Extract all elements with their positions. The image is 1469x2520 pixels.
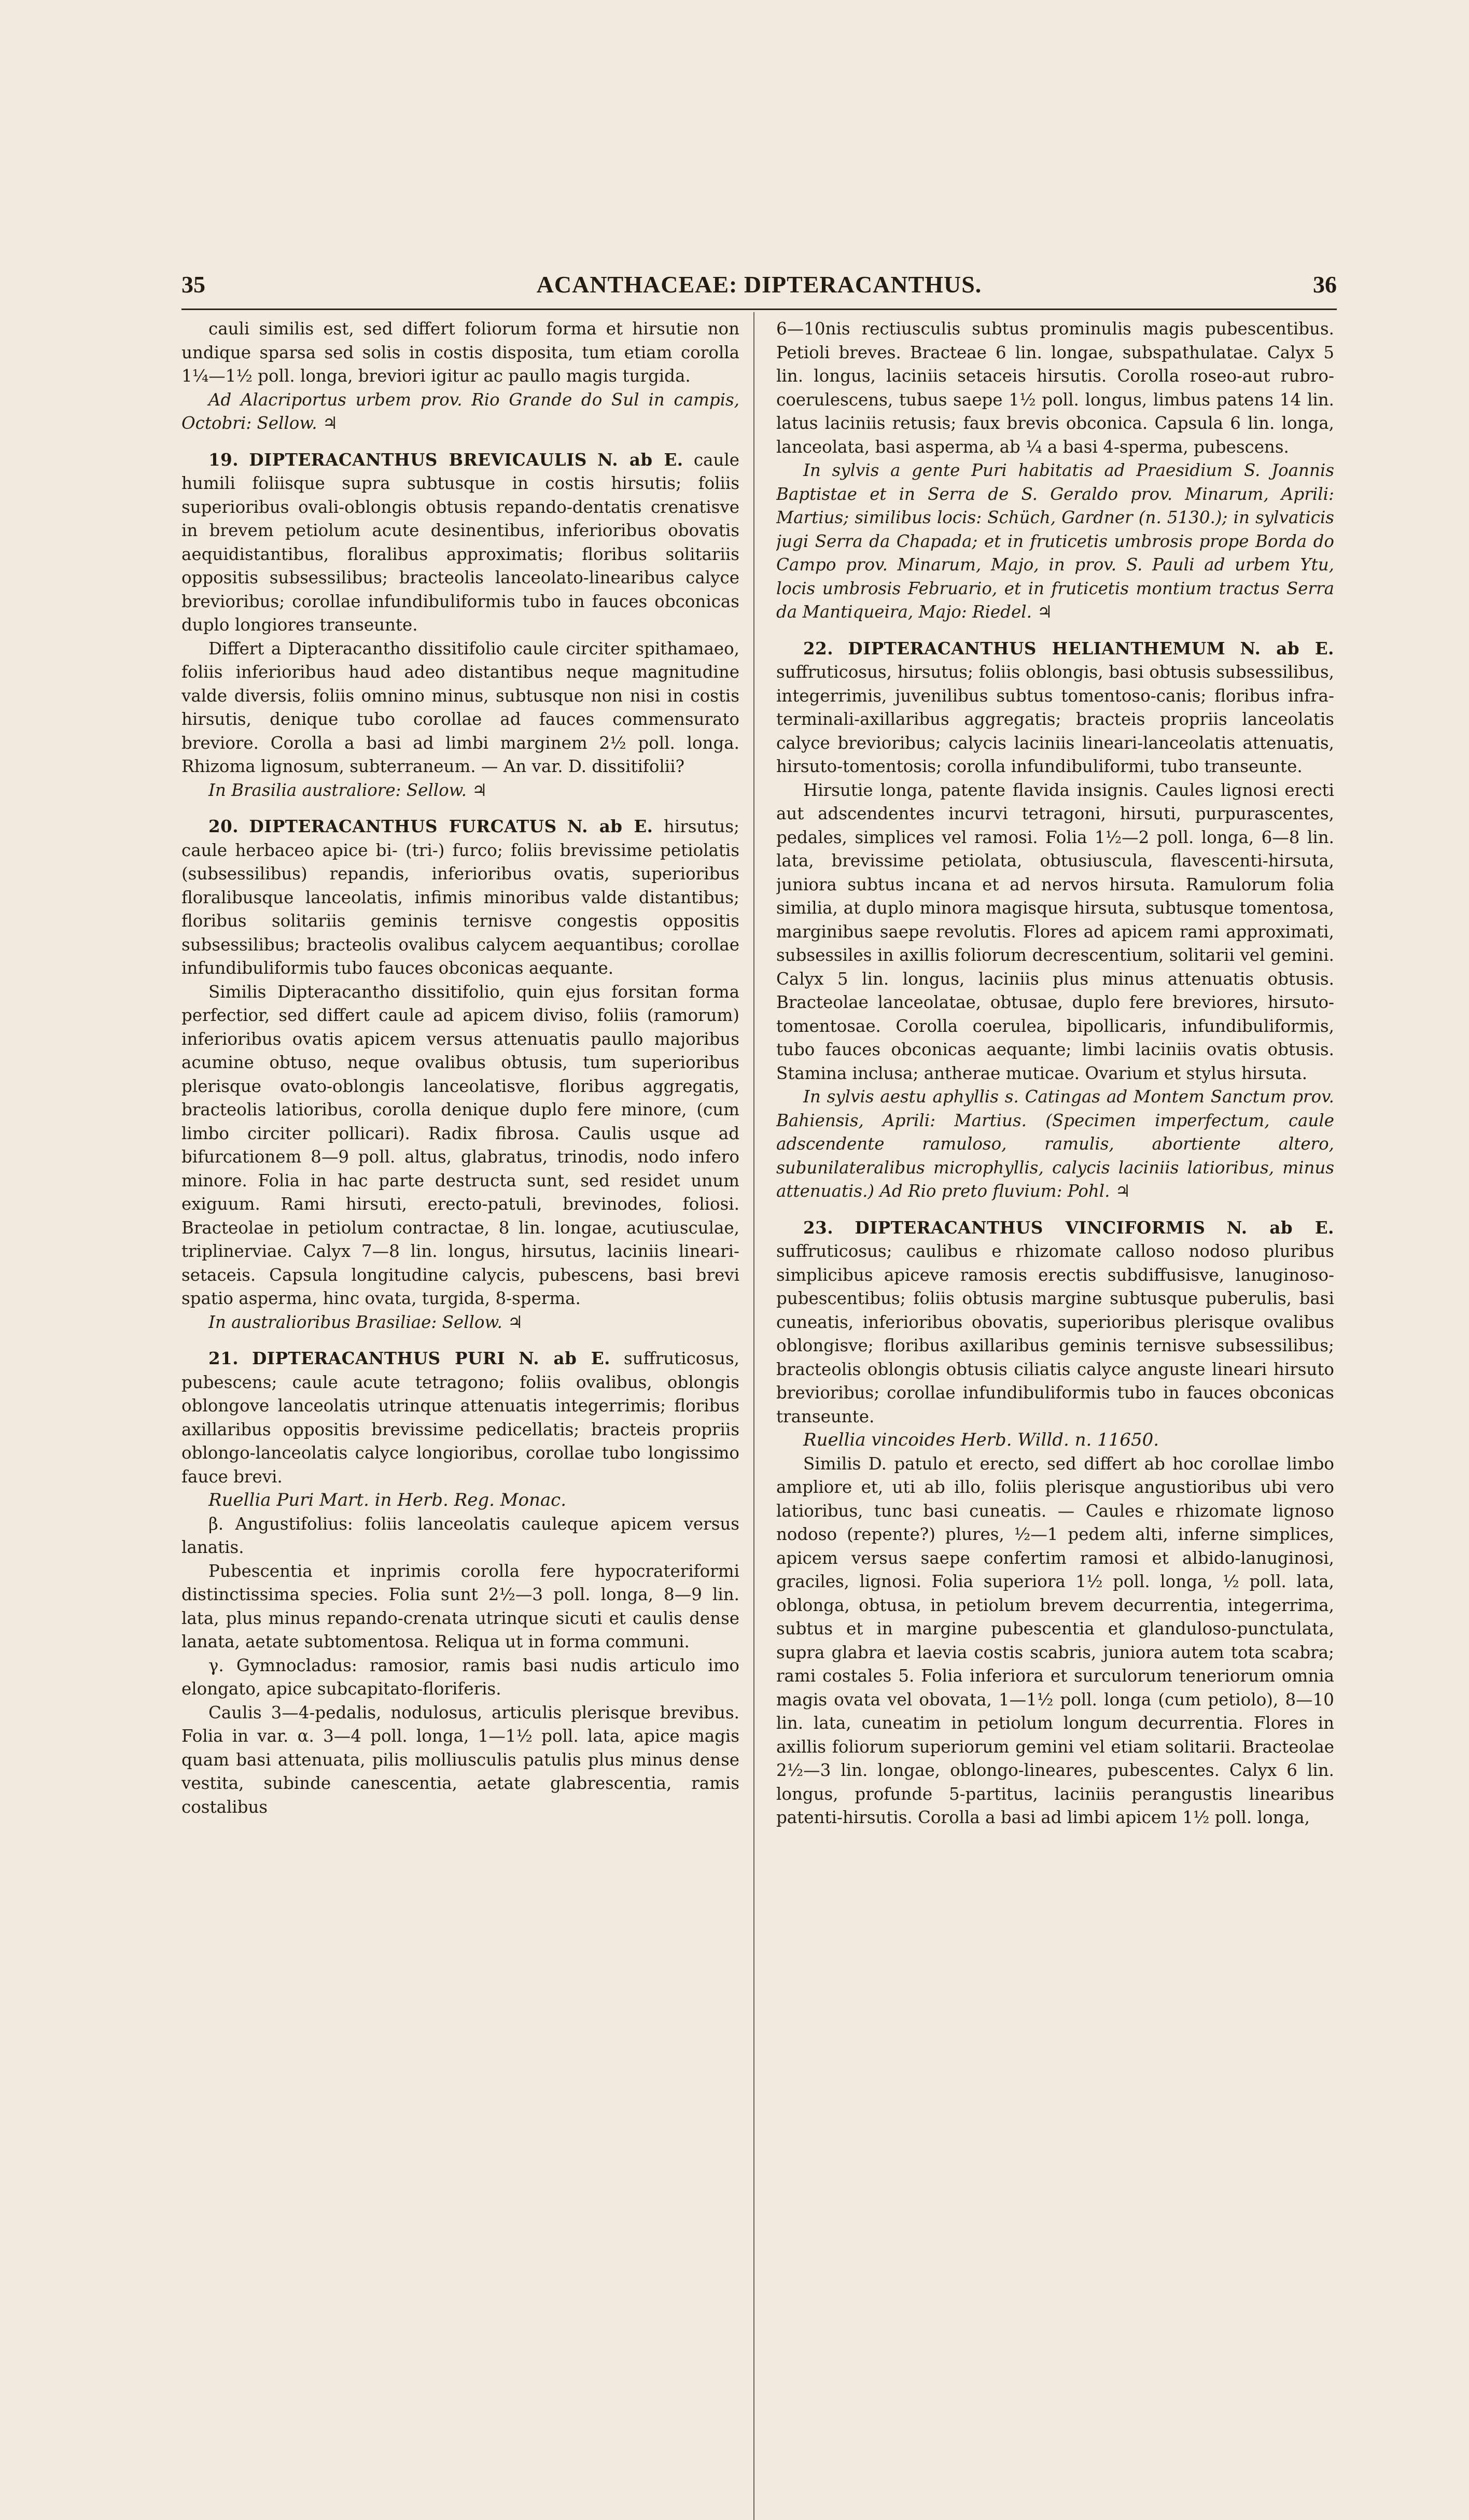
- locality-text: In sylvis aestu aphyllis s. Catingas ad Montem Sanctum prov. Bahiensis, Aprili: Martius. (Specimen imperfectum, caule adscendente ramuloso, ramulis, abortiente altero, subunilateralibus microphyllis, calycis laciniis latioribus, minus attenuatis.) Ad Rio preto fluvium: Pohl. ♃: [776, 1087, 1334, 1201]
- column-divider: [753, 312, 754, 2520]
- species-author: N. ab E.: [1226, 1217, 1334, 1238]
- species-diagnosis: caule humili foliisque supra subtusque in costis hirsutis; foliis superioribus ovali-oblongis obtusis repando-dentatis crenatisve in brevem petiolum acute desinentibus, inferioribus obovatis aequidistantibus, floralibus approximatis; floribus solitariis oppositis subsessilibus; bracteolis lanceolato-linearibus calyce brevioribus; corollae infundibuliformis tubo in fauces obconicas duplo longiores transeunte.: [181, 450, 739, 635]
- locality-text: In sylvis a gente Puri habitatis ad Praesidium S. Joannis Baptistae et in Serra de S. Geraldo prov. Minarum, Aprili: Martius; similibus locis: Schüch, Gardner (n. 5130.); in sylvaticis jugi Serra da Chapada; et in fruticetis umbrosis prope Borda do Campo prov. Minarum, Majo, in prov. S. Pauli ad urbem Ytu, locis umbrosis Februario, et in fruticetis montium tractus Serra da Mantiqueira, Majo: Riedel. ♃: [776, 460, 1334, 622]
- species-name: DIPTERACANTHUS PURI: [252, 1348, 506, 1368]
- species-author: N. ab E.: [597, 449, 683, 470]
- species-name: DIPTERACANTHUS HELIANTHEMUM: [848, 638, 1226, 659]
- synonym-text: Ruellia vincoides Herb. Willd. n. 11650.: [803, 1430, 1159, 1450]
- species-entry: [776, 637, 1334, 779]
- species-diagnosis: suffruticosus, hirsutus; foliis oblongis, basi obtusis subsessilibus, integerrimis, juvenilibus subtus tomentoso-canis; floribus infra-terminali-axillaribus aggregatis; bracteis propriis lanceolatis calyce brevioribus; calycis laciniis lineari-lanceolatis attenuatis, hirsuto-tomentosis; corolla infundibuliformi, tubo transeunte.: [776, 662, 1334, 776]
- body-paragraph: β. Angustifolius: foliis lanceolatis cauleque apicem versus lanatis.: [181, 1514, 739, 1557]
- species-name: DIPTERACANTHUS VINCIFORMIS: [855, 1217, 1206, 1238]
- locality-text: Ad Alacriportus urbem prov. Rio Grande do Sul in campis, Octobri: Sellow. ♃: [181, 389, 739, 433]
- species-author: N. ab E.: [567, 816, 653, 836]
- body-paragraph: Similis D. patulo et erecto, sed differt ab hoc corollae limbo ampliore et, uti ab illo, foliis plerisque angustioribus ubi vero latioribus, tunc basi cuneatis. — Caules e rhizomate lignoso nodoso (repente?) plures, ½—1 pedem alti, inferne simplices, apicem versus saepe confertim ramosi et albido-lanuginosi, graciles, lignosi. Folia superiora 1½ poll. longa, ½ poll. lata, oblonga, obtusa, in petiolum brevem decurrentia, integerrima, subtus et in margine pubescentia et glanduloso-punctulata, supra glabra et laevia costis scabris, juniora autem tota scabra; rami costales 5. Folia inferiora et surculorum teneriorum omnia magis ovata vel obovata, 1—1½ poll. longa (cum petiolo), 8—10 lin. lata, cuneatim in petiolum longum decurrentia. Flores in axillis foliorum superiorum gemini vel etiam solitarii. Bracteolae 2½—3 lin. longae, oblongo-lineares, pubescentes. Calyx 6 lin. longus, profunde 5-partitus, laciniis perangustis linearibus patenti-hirsutis. Corolla a basi ad limbi apicem 1½ poll. longa,: [776, 1453, 1334, 1827]
- species-name: DIPTERACANTHUS BREVICAULIS: [249, 449, 587, 470]
- species-number: 22.: [803, 638, 834, 659]
- body-paragraph: γ. Gymnocladus: ramosior, ramis basi nudis articulo imo elongato, apice subcapitato-floriferis.: [181, 1655, 739, 1699]
- running-header: [181, 271, 1337, 302]
- species-diagnosis: suffruticosus; caulibus e rhizomate calloso nodoso pluribus simplicibus apiceve ramosis erectis subdiffusisve, lanuginoso-pubescentibus; foliis obtusis margine subtusque puberulis, basi cuneatis, inferioribus obovatis, superioribus plerisque ovalibus oblongisve; floribus axillaribus geminis ternisve subsessilibus; bracteolis oblongis obtusis ciliatis calyce angustе lineari hirsuto brevioribus; corollae infundibuliformis tubo in fauces obconicas transeunte.: [776, 1241, 1334, 1426]
- species-entry: [181, 448, 739, 637]
- right-column: [776, 317, 1334, 2423]
- locality-text: In Brasilia australiore: Sellow. ♃: [208, 780, 487, 800]
- species-entry: [776, 1216, 1334, 1429]
- body-paragraph: 6—10nis rectiusculis subtus prominulis magis pubescentibus. Petioli breves. Bracteae 6 lin. longae, subspathulatae. Calyx 5 lin. longus, laciniis setaceis hirsutis. Corolla roseo-aut rubro-coerulescens, tubus saepe 1½ poll. longus, limbus patens 14 lin. latus laciniis retusis; faux brevis obconica. Capsula 6 lin. longa, lanceolata, basi asperma, ab ¼ a basi 4-sperma, pubescens.: [776, 319, 1334, 457]
- left-column: [181, 317, 739, 2423]
- body-paragraph: cauli similis est, sed differt foliorum forma et hirsutie non undique sparsa sed solis in costis disposita, tum etiam corolla 1¼—1½ poll. longa, breviori igitur ac paullo magis turgida.: [181, 319, 739, 386]
- locality-text: In australioribus Brasiliae: Sellow. ♃: [208, 1312, 523, 1332]
- running-title: ACANTHACEAE: DIPTERACANTHUS.: [536, 271, 982, 298]
- synonym-text: Ruellia Puri Mart. in Herb. Reg. Monac.: [208, 1490, 567, 1510]
- body-paragraph: Hirsutie longa, patente flavida insignis. Caules lignosi erecti aut adscendentes incurvi tetragoni, hirsuti, purpurascentes, pedales, simplices vel ramosi. Folia 1½—2 poll. longa, 6—8 lin. lata, brevissime petiolata, obtusiuscula, flavescenti-hirsuta, juniora subtus incana et ad nervos hirsuta. Ramulorum folia similia, at duplo minora magisque hirsuta, subtusque tomentosa, marginibus saepe revolutis. Flores ad apicem rami approximati, subsessiles in axillis foliorum decrescentium, solitarii vel gemini. Calyx 5 lin. longus, laciniis plus minus attenuatis obtusis. Bracteolae lanceolatae, obtusae, duplo fere breviores, hirsuto-tomentosae. Corolla coerulea, bipollicaris, infundibuliformis, tubo fauces obconicas aequante; limbi laciniis ovatis obtusis. Stamina inclusa; antherae muticae. Ovarium et stylus hirsuta.: [776, 780, 1334, 1083]
- species-number: 19.: [208, 449, 239, 470]
- species-entry: [181, 1347, 739, 1489]
- species-entry: [181, 815, 739, 981]
- page-number-left: 35: [181, 271, 205, 298]
- species-name: DIPTERACANTHUS FURCATUS: [249, 816, 557, 836]
- species-author: N. ab E.: [1240, 638, 1334, 659]
- body-paragraph: Pubescentia et inprimis corolla fere hypocrateriformi distinctissima species. Folia sunt 2½—3 poll. longa, 8—9 lin. lata, plus minus repando-crenata utrinque sicuti et caulis dense lanata, aetate subtomentosa. Reliqua ut in forma communi.: [181, 1561, 739, 1651]
- species-author: N. ab E.: [519, 1348, 610, 1368]
- species-number: 21.: [208, 1348, 239, 1368]
- species-diagnosis: hirsutus; caule herbaceo apice bi- (tri-) furco; foliis brevissime petiolatis (subsessilibus) repandis, inferioribus ovatis, superioribus floralibusque lanceolatis, infimis minoribus valde distantibus; floribus solitariis geminis ternisve congestis oppositis subsessilibus; bracteolis ovalibus calycem aequantibus; corollae infundibuliformis tubo fauces obconicas aequante.: [181, 817, 739, 978]
- species-number: 23.: [803, 1217, 834, 1238]
- body-paragraph: Differt a Dipteracantho dissitifolio caule circiter spithamaeo, foliis inferioribus haud adeo distantibus neque magnitudine valde diversis, foliis omnino minus, subtusque non nisi in costis hirsutis, denique tubo corollae ad fauces commensurato breviore. Corolla a basi ad limbi marginem 2½ poll. longa. Rhizoma lignosum, subterraneum. — An var. D. dissitifolii?: [181, 638, 739, 776]
- species-diagnosis: suffruticosus, pubescens; caule acute tetragono; foliis ovalibus, oblongis oblongove lanceolatis utrinque attenuatis integerrimis; floribus axillaribus oppositis brevissime pedicellatis; bracteis propriis oblongo-lanceolatis calyce longioribus, corollae tubo longissimo fauce brevi.: [181, 1349, 739, 1487]
- species-number: 20.: [208, 816, 239, 836]
- header-rule: [181, 309, 1337, 310]
- body-paragraph: Similis Dipteracantho dissitifolio, quin ejus forsitan forma perfectior, sed differt caule ad apicem diviso, foliis (ramorum) inferioribus ovatis apicem versus attenuatis paullo majoribus acumine obtuso, neque ovalibus obtusis, tum superioribus plerisque ovato-oblongis lanceolatisve, floribus aggregatis, bracteolis latioribus, corolla denique duplo fere minore, (cum limbo circiter pollicari). Radix fibrosa. Caulis usque ad bifurcationem 8—9 poll. altus, glabratus, trinodis, nodo infero minore. Folia in hac parte destructa sunt, sed residet unum exiguum. Rami hirsuti, erecto-patuli, brevinodes, foliosi. Bracteolae in petiolum contractae, 8 lin. longae, acutiusculae, triplinerviae. Calyx 7—8 lin. longus, hirsutus, laciniis lineari-setaceis. Capsula longitudine calycis, pubescens, basi brevi spatio asperma, hinc ovata, turgida, 8-sperma.: [181, 982, 739, 1308]
- page-number-right: 36: [1313, 271, 1337, 298]
- body-paragraph: Caulis 3—4-pedalis, nodulosus, articulis plerisque brevibus. Folia in var. α. 3—4 poll. longa, 1—1½ poll. lata, apice magis quam basi attenuata, pilis molliusculis patulis plus minus dense vestita, subinde canescentia, aetate glabrescentia, ramis costalibus: [181, 1702, 739, 1817]
